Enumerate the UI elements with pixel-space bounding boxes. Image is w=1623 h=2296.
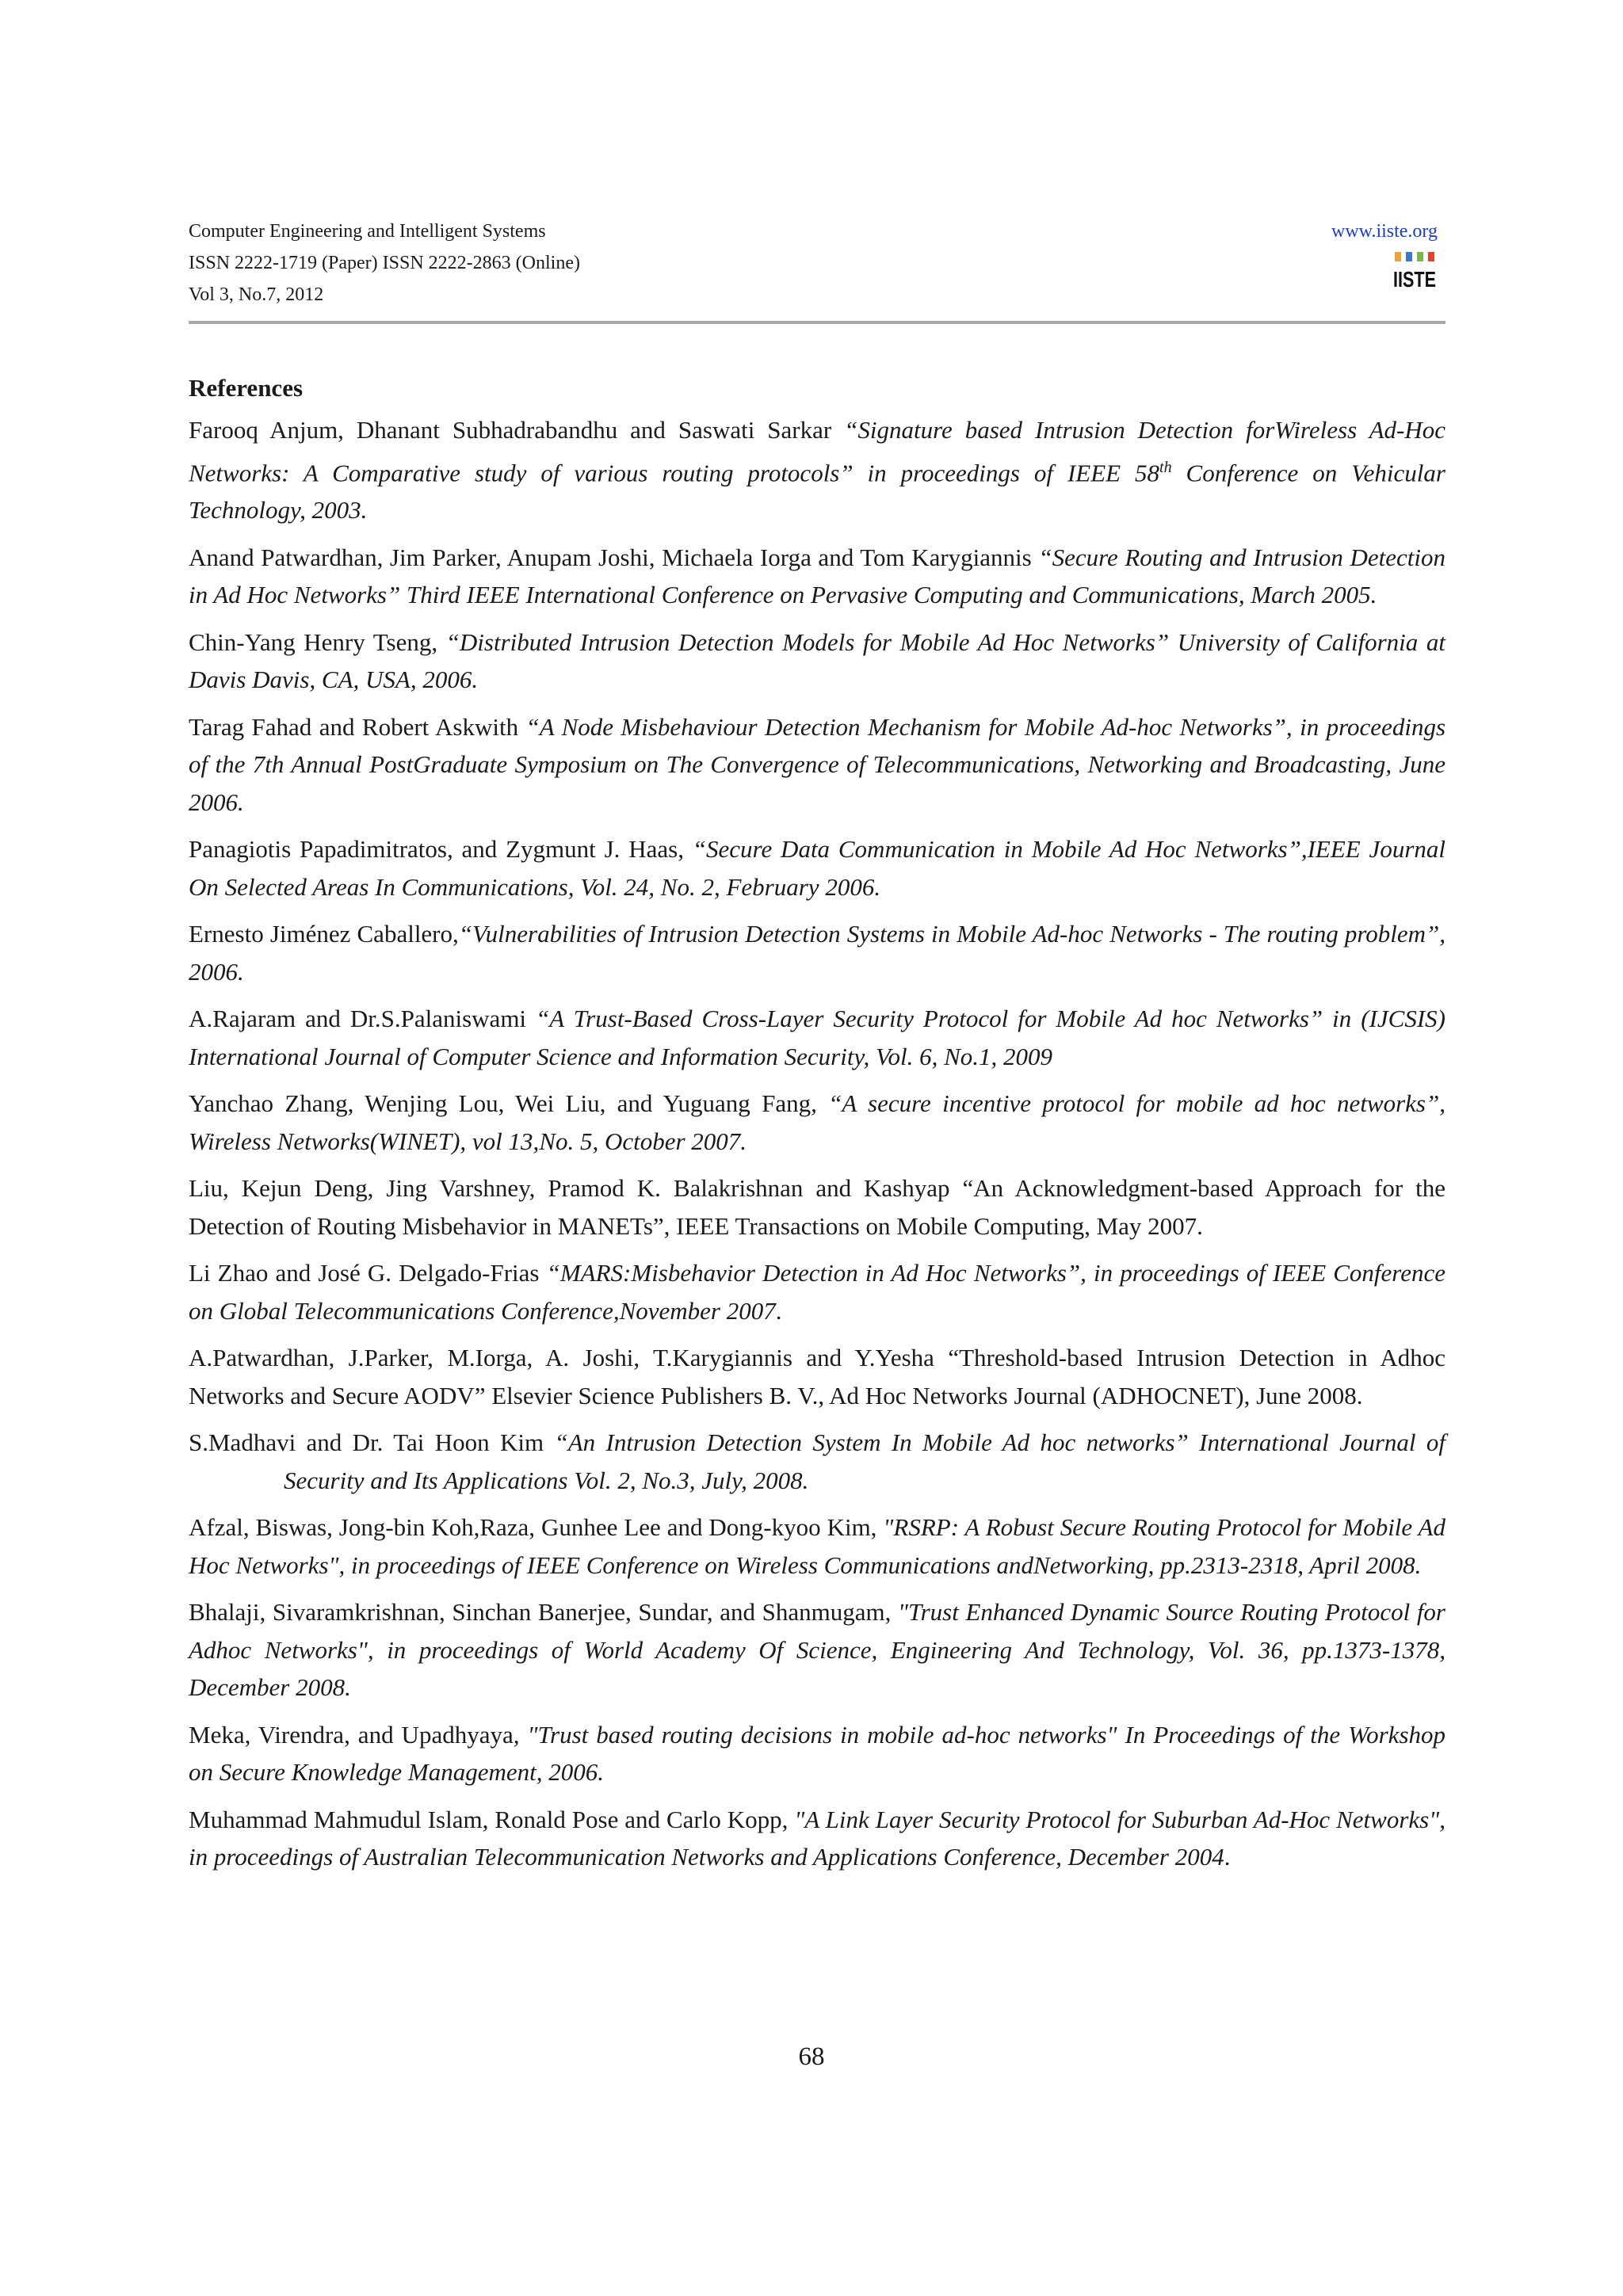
- section-title: References: [189, 374, 304, 402]
- reference-superscript: th: [1159, 458, 1172, 476]
- journal-info: [189, 215, 580, 311]
- reference-italic: "A Link Layer Security Protocol for Suburban Ad-Hoc Networks", in proceedings of Australian Telecommunication Networks and Applications Conference, December 2004: [189, 1805, 1445, 1871]
- journal-name: Computer Engineering and Intelligent Systems: [189, 221, 546, 242]
- reference-plain: Ernesto Jiménez Caballero,: [189, 920, 459, 948]
- reference-item: [189, 915, 1445, 990]
- header-divider: [189, 321, 1445, 324]
- reference-item: [189, 1339, 1445, 1414]
- reference-item: [189, 1508, 1445, 1584]
- reference-italic: “An Intrusion Detection System In Mobile Ad hoc networks” International Journal of Security and Its Applications Vol. 2, No.3, July, 2008.: [284, 1428, 1446, 1494]
- reference-item: [189, 539, 1445, 614]
- reference-italic: "Trust Enhanced Dynamic Source Routing Protocol for Adhoc Networks", in proceedings of World Academy Of Science, Engineering And Technology, Vol. 36, pp.1373-1378, December 2008.: [189, 1598, 1445, 1702]
- reference-plain: A.Rajaram and Dr.S.Palaniswami: [189, 1005, 537, 1033]
- references-section: [189, 369, 1445, 1886]
- reference-item: [189, 1801, 1445, 1876]
- reference-item: [189, 830, 1445, 906]
- reference-italic: “A Node Misbehaviour Detection Mechanism for Mobile Ad-hoc Networks”, in proceedings of the 7th Annual PostGraduate Symposium on The Convergence of Telecommunications, Networking and Broadcasting, June 2006.: [189, 712, 1446, 816]
- reference-italic: "RSRP: A Robust Secure Routing Protocol for Mobile Ad Hoc Networks", in proceedings of IEEE Conference on Wireless Communications andNetworking, pp.2313-2318, April 2008.: [189, 1513, 1445, 1579]
- page-header: [189, 215, 1445, 303]
- reference-italic: “Secure Data Communication in Mobile Ad Hoc Networks”,IEEE Journal On Selected Areas In Communications, Vol. 24, No. 2, February 2006.: [189, 835, 1445, 901]
- page-number: 68: [798, 2042, 825, 2071]
- reference-italic: , "Trust based routing decisions in mobile ad-hoc networks" In Proceedings of the Workshop on Secure Knowledge Management, 2006.: [189, 1720, 1446, 1787]
- website-link[interactable]: www.iiste.org: [1331, 221, 1438, 242]
- reference-item: [189, 1254, 1445, 1329]
- reference-item: [189, 1593, 1445, 1707]
- header-right: [1331, 215, 1438, 290]
- reference-plain: Panagiotis Papadimitratos, and Zygmunt J. Haas,: [189, 835, 693, 864]
- logo-text: IISTE: [1393, 267, 1436, 292]
- reference-italic: “A Trust-Based Cross-Layer Security Protocol for Mobile Ad hoc Networks” in (IJCSIS) International Journal of Computer Science and Information Security, Vol. 6, No.1, 2009: [189, 1005, 1446, 1070]
- reference-plain: Liu, Kejun Deng, Jing Varshney, Pramod K. Balakrishnan and Kashyap “An Acknowledgment-based Approach for the Detection of Routing Misbehavior in MANETs”, IEEE Transactions on Mobile Computing, May 2007.: [189, 1174, 1445, 1240]
- reference-italic-b: Conference on Vehicular Technology, 2003.: [189, 458, 1445, 524]
- reference-tail: .: [1224, 1843, 1231, 1871]
- iiste-logo-icon: [1392, 250, 1438, 290]
- reference-plain: Tarag Fahad and Robert Askwith: [189, 712, 526, 741]
- reference-italic: “Vulnerabilities of Intrusion Detection Systems in Mobile Ad-hoc Networks - The routing problem”, 2006.: [189, 920, 1445, 986]
- reference-list: [189, 411, 1445, 1876]
- reference-tail: .: [775, 1296, 782, 1325]
- reference-item: [189, 1424, 1445, 1499]
- reference-plain: Afzal, Biswas, Jong-bin Koh,Raza, Gunhee Lee and Dong-kyoo Kim,: [189, 1513, 884, 1542]
- reference-item: [189, 708, 1445, 822]
- reference-plain: Bhalaji, Sivaramkrishnan, Sinchan Banerjee, Sundar, and Shanmugam,: [189, 1598, 899, 1627]
- reference-item: [189, 1000, 1445, 1075]
- reference-item: [189, 1169, 1445, 1245]
- reference-plain: Chin-Yang Henry Tseng,: [189, 627, 446, 656]
- reference-plain: Anand Patwardhan, Jim Parker, Anupam Joshi, Michaela Iorga and Tom Karygiannis: [189, 543, 1039, 571]
- reference-item: [189, 411, 1445, 529]
- reference-italic: , “A secure incentive protocol for mobile ad hoc networks”, Wireless Networks(WINET), vol 13,No. 5, October 2007.: [189, 1089, 1445, 1155]
- reference-italic-a: “Signature based Intrusion Detection forWireless Ad-Hoc Networks: A Comparative study of various routing protocols” in proceedings of IEEE 58: [189, 416, 1445, 486]
- reference-item: [189, 1716, 1445, 1791]
- reference-plain: Yanchao Zhang, Wenjing Lou, Wei Liu, and Yuguang Fang: [189, 1089, 812, 1118]
- reference-plain: A.Patwardhan, J.Parker, M.Iorga, A. Joshi, T.Karygiannis and Y.Yesha “Threshold-based Intrusion Detection in Adhoc Networks and Secure AODV” Elsevier Science Publishers B. V., Ad Hoc Networks Journal (ADHOCNET), June 2008.: [189, 1344, 1445, 1409]
- reference-plain: Muhammad Mahmudul Islam, Ronald Pose and Carlo Kopp,: [189, 1805, 795, 1833]
- reference-plain: Meka, Virendra, and Upadhyaya: [189, 1720, 514, 1749]
- reference-plain: Li Zhao and José G. Delgado-Frias: [189, 1259, 547, 1287]
- issn-line: ISSN 2222-1719 (Paper) ISSN 2222-2863 (Online): [189, 253, 580, 273]
- reference-italic: “Secure Routing and Intrusion Detection in Ad Hoc Networks” Third IEEE International Conference on Pervasive Computing and Communications, March 2005.: [189, 543, 1445, 609]
- reference-italic: “MARS:Misbehavior Detection in Ad Hoc Networks”, in proceedings of IEEE Conference on Global Telecommunications Conference,November 2007: [189, 1259, 1445, 1325]
- reference-plain: S.Madhavi and Dr. Tai Hoon Kim: [189, 1428, 555, 1457]
- reference-item: [189, 624, 1445, 699]
- reference-plain: Farooq Anjum, Dhanant Subhadrabandhu and Saswati Sarkar: [189, 416, 845, 444]
- reference-item: [189, 1085, 1445, 1160]
- reference-italic: “Distributed Intrusion Detection Models for Mobile Ad Hoc Networks” University of California at Davis Davis, CA, USA, 2006.: [189, 627, 1445, 694]
- volume-line: Vol 3, No.7, 2012: [189, 284, 324, 305]
